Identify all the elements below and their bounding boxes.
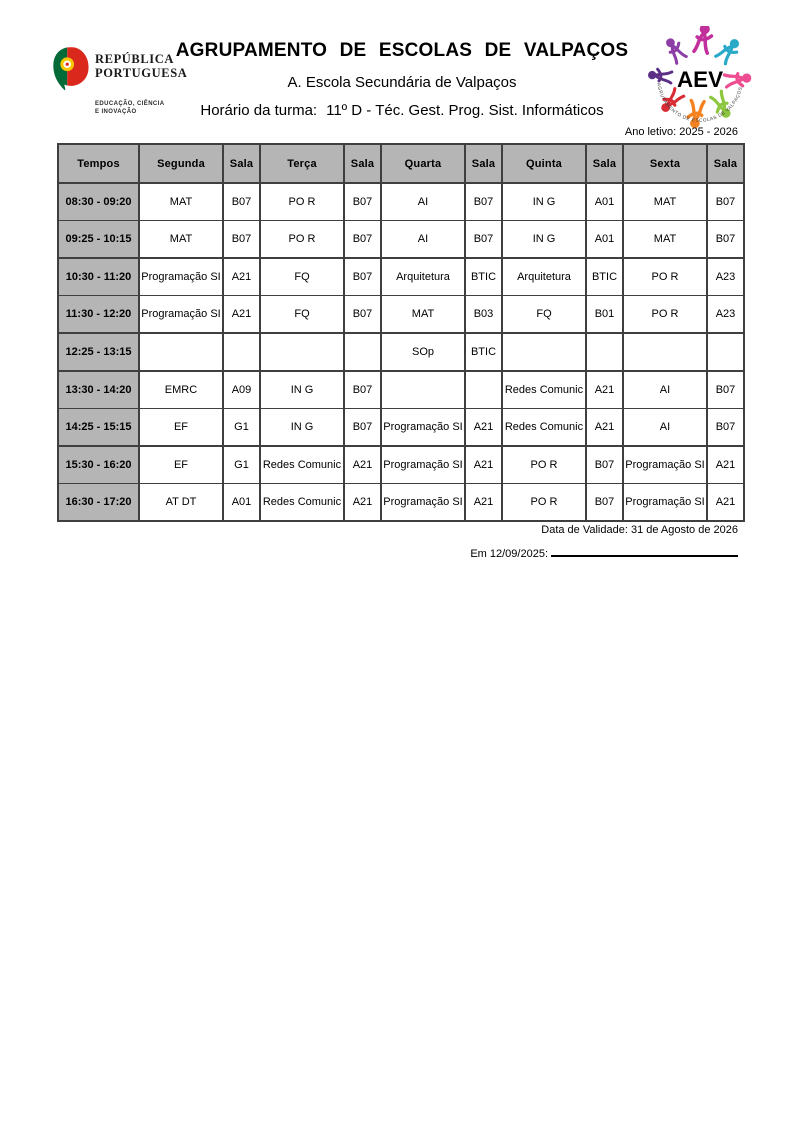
- gov-logo-name-line1: REPÚBLICA: [95, 52, 175, 66]
- room-cell: B07: [707, 371, 744, 409]
- room-cell: A23: [707, 258, 744, 296]
- subject-cell: [502, 333, 586, 371]
- room-cell: A21: [465, 484, 502, 522]
- subject-cell: MAT: [139, 221, 223, 259]
- room-cell: B07: [344, 221, 381, 259]
- room-cell: [465, 371, 502, 409]
- column-header: Sala: [344, 144, 381, 183]
- subject-cell: EMRC: [139, 371, 223, 409]
- timetable-row: [58, 446, 744, 484]
- room-cell: A21: [707, 446, 744, 484]
- time-slot-cell: 09:25 - 10:15: [58, 221, 139, 259]
- time-slot-cell: 16:30 - 17:20: [58, 484, 139, 522]
- column-header: Quinta: [502, 144, 586, 183]
- room-cell: A21: [465, 409, 502, 447]
- room-cell: [344, 333, 381, 371]
- room-cell: A23: [707, 296, 744, 334]
- column-header: Terça: [260, 144, 344, 183]
- subject-cell: Redes Comunic: [502, 371, 586, 409]
- school-name: A. Escola Secundária de Valpaços: [287, 74, 517, 91]
- room-cell: B07: [223, 183, 260, 221]
- room-cell: B07: [344, 409, 381, 447]
- timetable-row: [58, 409, 744, 447]
- signature-row: [57, 545, 738, 560]
- column-header: Quarta: [381, 144, 465, 183]
- room-cell: A21: [223, 296, 260, 334]
- room-cell: B07: [465, 183, 502, 221]
- room-cell: B07: [707, 221, 744, 259]
- column-header: Sala: [707, 144, 744, 183]
- room-cell: [223, 333, 260, 371]
- subject-cell: [623, 333, 707, 371]
- subject-cell: PO R: [502, 446, 586, 484]
- subject-cell: [260, 333, 344, 371]
- subject-cell: Programação SI: [139, 258, 223, 296]
- time-slot-cell: 08:30 - 09:20: [58, 183, 139, 221]
- subject-cell: PO R: [623, 296, 707, 334]
- subject-cell: IN G: [260, 409, 344, 447]
- subject-cell: Programação SI: [381, 484, 465, 522]
- room-cell: B07: [586, 484, 623, 522]
- subject-cell: EF: [139, 446, 223, 484]
- schedule-title-line: [170, 102, 634, 119]
- subject-cell: IN G: [260, 371, 344, 409]
- subject-cell: [139, 333, 223, 371]
- subject-cell: AI: [381, 221, 465, 259]
- republica-portuguesa-logo: [52, 46, 188, 116]
- aev-school-logo: [645, 26, 755, 132]
- room-cell: A21: [707, 484, 744, 522]
- room-cell: B07: [344, 258, 381, 296]
- room-cell: A21: [465, 446, 502, 484]
- subject-cell: IN G: [502, 183, 586, 221]
- aev-logo-text: AEV: [676, 67, 724, 93]
- timetable-header-row: [58, 144, 744, 183]
- subject-cell: Programação SI: [623, 446, 707, 484]
- room-cell: B07: [707, 409, 744, 447]
- school-year-label: Ano letivo: 2025 - 2026: [624, 126, 738, 138]
- room-cell: BTIC: [586, 258, 623, 296]
- flag-shield-center: [66, 63, 69, 66]
- subject-cell: Arquitetura: [502, 258, 586, 296]
- schedule-label: Horário da turma:: [200, 102, 318, 119]
- room-cell: B07: [344, 183, 381, 221]
- subject-cell: AI: [623, 409, 707, 447]
- room-cell: A01: [586, 183, 623, 221]
- column-header: Tempos: [58, 144, 139, 183]
- column-header: Sala: [223, 144, 260, 183]
- room-cell: B07: [586, 446, 623, 484]
- subject-cell: MAT: [623, 221, 707, 259]
- room-cell: A21: [344, 484, 381, 522]
- timetable-row: [58, 221, 744, 259]
- portugal-flag-icon: [52, 46, 90, 92]
- subject-cell: FQ: [260, 258, 344, 296]
- subject-cell: FQ: [502, 296, 586, 334]
- room-cell: B07: [344, 296, 381, 334]
- time-slot-cell: 13:30 - 14:20: [58, 371, 139, 409]
- timetable-row: [58, 371, 744, 409]
- subject-cell: PO R: [260, 183, 344, 221]
- room-cell: G1: [223, 446, 260, 484]
- subject-cell: FQ: [260, 296, 344, 334]
- room-cell: [586, 333, 623, 371]
- room-cell: G1: [223, 409, 260, 447]
- gov-logo-ministry-line1: EDUCAÇÃO, CIÊNCIA: [95, 101, 165, 107]
- subject-cell: MAT: [623, 183, 707, 221]
- subject-cell: Programação SI: [623, 484, 707, 522]
- room-cell: B03: [465, 296, 502, 334]
- timetable-row: [58, 183, 744, 221]
- room-cell: [707, 333, 744, 371]
- subject-cell: Redes Comunic: [260, 484, 344, 522]
- validity-date: Data de Validade: 31 de Agosto de 2026: [541, 524, 738, 536]
- signature-blank-line: [551, 545, 738, 557]
- time-slot-cell: 14:25 - 15:15: [58, 409, 139, 447]
- gov-logo-ministry-line2: E INOVAÇÃO: [95, 108, 137, 115]
- room-cell: A21: [586, 409, 623, 447]
- subject-cell: PO R: [502, 484, 586, 522]
- timetable-body: [58, 183, 744, 521]
- subject-cell: EF: [139, 409, 223, 447]
- room-cell: A01: [223, 484, 260, 522]
- subject-cell: PO R: [623, 258, 707, 296]
- subject-cell: Programação SI: [139, 296, 223, 334]
- room-cell: B07: [465, 221, 502, 259]
- room-cell: BTIC: [465, 258, 502, 296]
- class-timetable: [57, 143, 745, 522]
- room-cell: A21: [223, 258, 260, 296]
- timetable-row: [58, 484, 744, 522]
- room-cell: A01: [586, 221, 623, 259]
- subject-cell: PO R: [260, 221, 344, 259]
- subject-cell: Programação SI: [381, 446, 465, 484]
- document-header: [170, 40, 634, 119]
- column-header: Sexta: [623, 144, 707, 183]
- class-name: 11º D - Téc. Gest. Prog. Sist. Informáticos: [326, 102, 604, 119]
- time-slot-cell: 12:25 - 13:15: [58, 333, 139, 371]
- subject-cell: Redes Comunic: [260, 446, 344, 484]
- subject-cell: Redes Comunic: [502, 409, 586, 447]
- page-title: AGRUPAMENTO DE ESCOLAS DE VALPAÇOS: [175, 40, 629, 61]
- aev-logo-ring-text: AGRUPAMENTO DE ESCOLAS DE VALPAÇOS: [656, 82, 744, 123]
- room-cell: B07: [344, 371, 381, 409]
- subject-cell: AI: [381, 183, 465, 221]
- timetable-row: [58, 333, 744, 371]
- room-cell: B07: [707, 183, 744, 221]
- subject-cell: IN G: [502, 221, 586, 259]
- subject-cell: Arquitetura: [381, 258, 465, 296]
- column-header: Segunda: [139, 144, 223, 183]
- subject-cell: [381, 371, 465, 409]
- subject-cell: MAT: [139, 183, 223, 221]
- subject-cell: AI: [623, 371, 707, 409]
- subject-cell: SOp: [381, 333, 465, 371]
- subject-cell: MAT: [381, 296, 465, 334]
- subject-cell: AT DT: [139, 484, 223, 522]
- timetable-row: [58, 296, 744, 334]
- room-cell: A09: [223, 371, 260, 409]
- room-cell: B01: [586, 296, 623, 334]
- signature-date-label: Em 12/09/2025:: [470, 548, 548, 560]
- column-header: Sala: [586, 144, 623, 183]
- room-cell: B07: [223, 221, 260, 259]
- column-header: Sala: [465, 144, 502, 183]
- room-cell: BTIC: [465, 333, 502, 371]
- gov-logo-name-line2: PORTUGUESA: [95, 66, 188, 80]
- room-cell: A21: [344, 446, 381, 484]
- time-slot-cell: 10:30 - 11:20: [58, 258, 139, 296]
- room-cell: A21: [586, 371, 623, 409]
- timetable-row: [58, 258, 744, 296]
- time-slot-cell: 11:30 - 12:20: [58, 296, 139, 334]
- subject-cell: Programação SI: [381, 409, 465, 447]
- time-slot-cell: 15:30 - 16:20: [58, 446, 139, 484]
